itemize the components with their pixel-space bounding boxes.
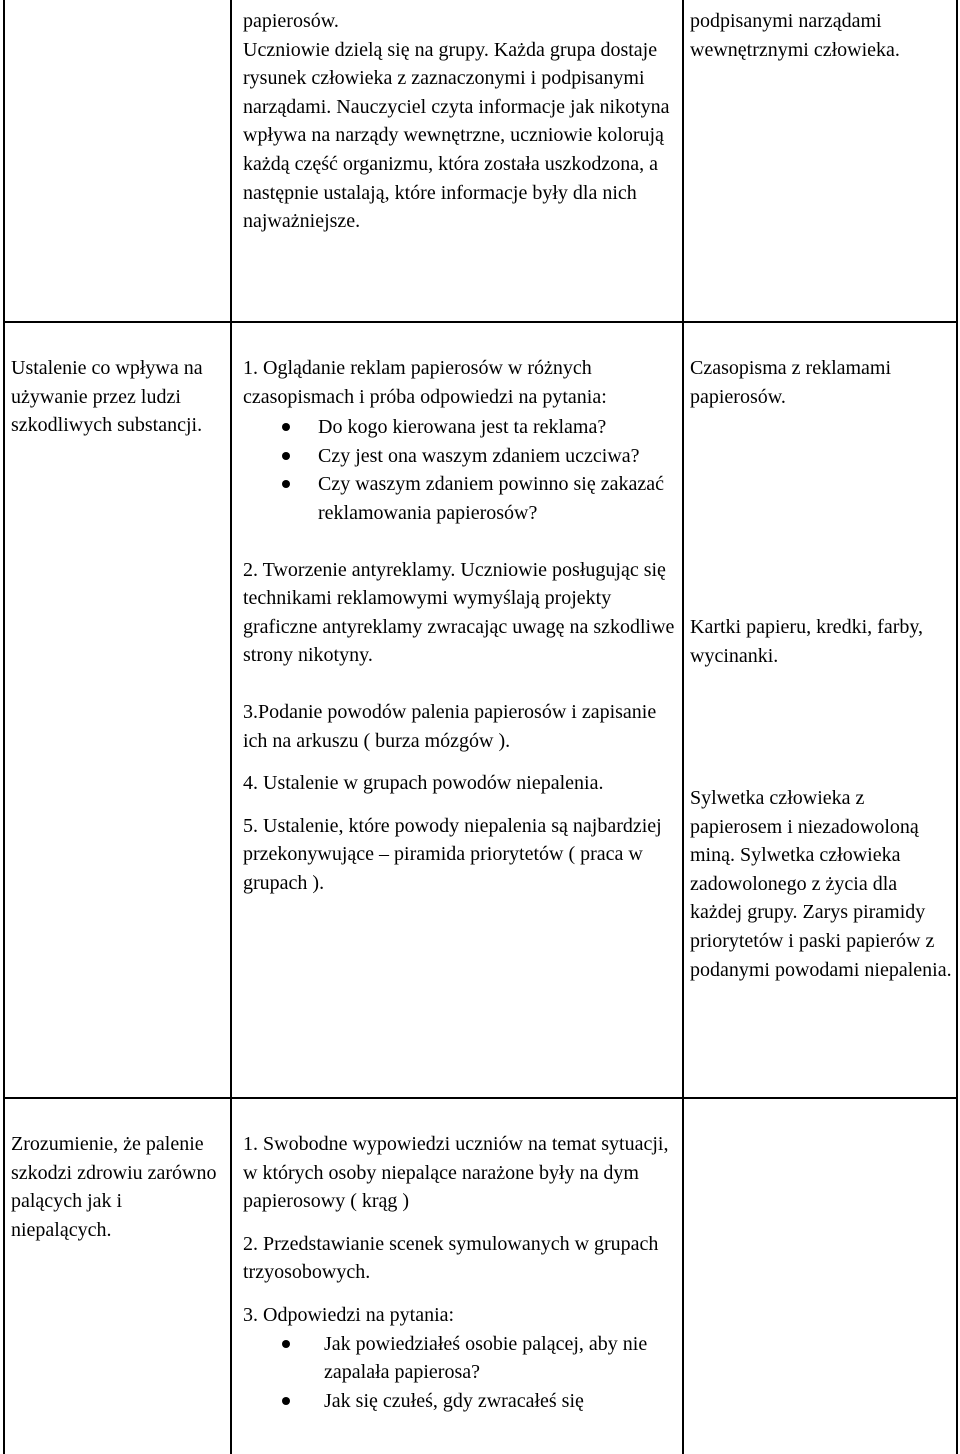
row1-materials-cell	[690, 7, 954, 64]
row3-question-list	[243, 1330, 679, 1416]
bullet-icon	[282, 480, 290, 488]
list-item: Jak powiedziałeś osobie palącej, aby nie zapalała papierosa?	[324, 1330, 679, 1387]
row1-materials-text: podpisanymi narządami wewnętrznymi człowieka.	[690, 10, 900, 61]
table-border-left	[3, 0, 5, 1454]
row1-activities-line-1: papierosów.	[243, 10, 339, 32]
row-divider-1	[3, 321, 958, 323]
row2-materials-cell-1	[690, 354, 954, 411]
row3-activity-1: 1. Swobodne wypowiedzi uczniów na temat sytuacji, w których osoby niepalące narażone były na dym papierosowy ( krąg )	[243, 1133, 669, 1213]
row2-objective-cell	[11, 354, 223, 440]
row3-objective-cell	[11, 1130, 223, 1244]
row2-activity-2: 2. Tworzenie antyreklamy. Uczniowie posługując się technikami reklamowymi wymyślają projekty graficzne antyreklamy zwracając uwagę na szkodliwe strony nikotyny.	[243, 558, 675, 667]
row2-materials-cell-3	[690, 784, 954, 984]
row2-activity-5: 5. Ustalenie, które powody niepalenia są najbardziej przekonywujące – piramida priorytetów ( praca w grupach ).	[243, 814, 662, 894]
row3-activities-cell	[243, 1130, 679, 1415]
row2-materials-2: Kartki papieru, kredki, farby, wycinanki.	[690, 616, 924, 667]
row1-activities-paragraph: Uczniowie dzielą się na grupy. Każda grupa dostaje rysunek człowieka z zaznaczonymi i podpisanymi narządami. Nauczyciel czyta informacje jak nikotyna wpływa na narządy wewnętrzne, uczniowie kolorują każdą część organizmu, która została uszkodzona, a następnie ustalają, które informacje były dla nich najważniejsze.	[243, 38, 670, 233]
row1-activities-cell	[243, 7, 679, 236]
list-item: Czy waszym zdaniem powinno się zakazać reklamowania papierosów?	[318, 470, 679, 527]
row2-materials-3: Sylwetka człowieka z papierosem i niezadowoloną miną. Sylwetka człowieka zadowolonego z życia dla każdej grupy. Zarys piramidy priorytetów i paski papierów z podanymi powodami niepalenia.	[690, 787, 952, 981]
row2-activity-4: 4. Ustalenie w grupach powodów niepalenia.	[243, 772, 604, 795]
bullet-icon	[282, 423, 290, 431]
bullet-icon	[282, 1340, 290, 1348]
row2-materials-1: Czasopisma z reklamami papierosów.	[690, 357, 892, 408]
list-item: Do kogo kierowana jest ta reklama?	[318, 413, 679, 442]
column-divider-2	[682, 0, 684, 1454]
list-item: Czy jest ona waszym zdaniem uczciwa?	[318, 442, 679, 471]
row3-objective-text: Zrozumienie, że palenie szkodzi zdrowiu zarówno palących jak i niepalących.	[11, 1133, 217, 1241]
row3-activity-3: 3. Odpowiedzi na pytania:	[243, 1303, 455, 1326]
row-divider-2	[3, 1097, 958, 1099]
bullet-icon	[282, 452, 290, 460]
row3-activity-2: 2. Przedstawianie scenek symulowanych w grupach trzyosobowych.	[243, 1232, 659, 1284]
row2-activity-3: 3.Podanie powodów palenia papierosów i zapisanie ich na arkuszu ( burza mózgów ).	[243, 700, 657, 752]
bullet-icon	[282, 1397, 290, 1405]
row2-activity-1: 1. Oglądanie reklam papierosów w różnych czasopismach i próba odpowiedzi na pytania:	[243, 357, 607, 408]
list-item: Jak się czułeś, gdy zwracałeś się	[324, 1387, 679, 1416]
row2-activities-cell	[243, 354, 679, 898]
row2-objective-text: Ustalenie co wpływa na używanie przez ludzi szkodliwych substancji.	[11, 357, 203, 437]
table-border-right	[956, 0, 958, 1454]
row2-question-list	[243, 413, 679, 527]
row2-materials-cell-2	[690, 613, 954, 670]
column-divider-1	[230, 0, 232, 1454]
